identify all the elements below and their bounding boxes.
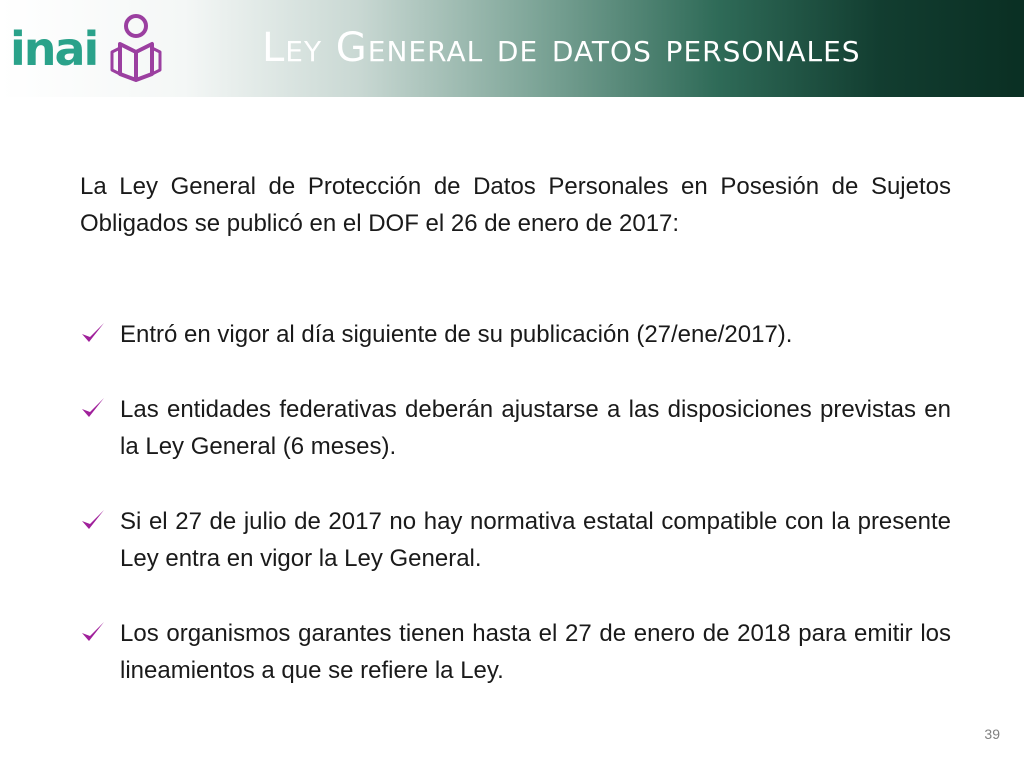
- bullet-list: [80, 316, 951, 689]
- bullet-text: Si el 27 de julio de 2017 no hay normativa estatal compatible con la presente Ley entra en vigor la Ley General.: [120, 508, 951, 572]
- checkmark-icon: [80, 619, 106, 645]
- inai-logo: [10, 12, 160, 84]
- logo-text: inai: [10, 22, 98, 76]
- list-item: [80, 615, 951, 689]
- list-item: [80, 391, 951, 465]
- list-item: [80, 316, 951, 353]
- person-reading-book-icon: [110, 12, 162, 82]
- header-banner: [0, 0, 1024, 97]
- bullet-text: Las entidades federativas deberán ajustarse a las disposiciones previstas en la Ley General (6 meses).: [120, 396, 951, 460]
- slide-title: Ley General de datos personales: [262, 25, 861, 71]
- checkmark-icon: [80, 507, 106, 533]
- bullet-text: Entró en vigor al día siguiente de su publicación (27/ene/2017).: [120, 321, 793, 348]
- checkmark-icon: [80, 320, 106, 346]
- checkmark-icon: [80, 395, 106, 421]
- bullet-text: Los organismos garantes tienen hasta el 27 de enero de 2018 para emitir los lineamientos a que se refiere la Ley.: [120, 620, 951, 684]
- list-item: [80, 503, 951, 577]
- intro-paragraph: La Ley General de Protección de Datos Personales en Posesión de Sujetos Obligados se publicó en el DOF el 26 de enero de 2017:: [80, 173, 951, 237]
- page-number: 39: [984, 726, 1000, 742]
